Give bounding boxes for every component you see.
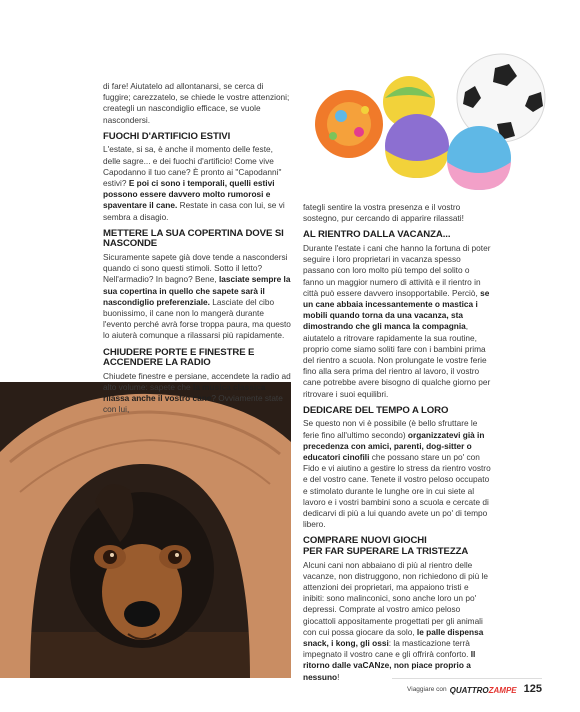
heading-fireworks: FUOCHI D'ARTIFICIO ESTIVI (103, 130, 231, 142)
page-footer (392, 681, 542, 697)
footer-label: Viaggiare con (407, 685, 447, 693)
footer-brand: QUATTROZAMPE (449, 686, 517, 695)
intro-paragraph: di fare! Aiutatelo ad allontanarsi, se cerca di fuggire; carezzatelo, se chiede le vostre attenzioni; creategli un nascondiglio efficace, se vuole nascondersi. (103, 81, 290, 125)
left-column (103, 81, 291, 416)
balls-photo (297, 46, 559, 198)
blue-ball (447, 126, 511, 190)
paragraph-new-toys: Alcuni cani non abbaiano di più al rientro delle vacanze, non distruggono, non richiedono di più le attenzioni dei proprietari, ma appaiono tristi e inibiti: sono malinconici, sono anche loro un po' depressi. Comprate al vostro amico peloso giocattoli appositamente progettati per gli animali con cui possa giocare da solo, le palle dispensa snack, i kong, gli ossi: la masticazione terrà impegnato il vostro cane e gli offrirà conforto. Il ritorno dalle vaCANze, non piace proprio a nessuno! (303, 559, 488, 682)
continued-paragraph: fategli sentire la vostra presenza e il vostro sostegno, pur cercando di apparire rilassati! (303, 202, 464, 224)
heading-new-toys: COMPRARE NUOVI GIOCHI PER FAR SUPERARE LA TRISTEZZA (303, 535, 469, 558)
paragraph-return: Durante l'estate i cani che hanno la fortuna di poter seguire i loro proprietari in vacanza spesso passano con loro molto più tempo del solito o fanno un maggior numero di attività e il rientro in città può essere davvero insopportabile. Perciò, se un cane abbaia incessantemente o mastica i mobili quando torna da una vacanza, sta dimostrando che gli manca la compagnia, aiutatelo a ritrovare rapidamente la sua routine, proprio come siamo soliti fare con i bambini prima del rientro a scuola. Non prolungate le vostre ferie fino alla sera prima del rientro al lavoro, il vostro cane potrebbe avere bisogno di qualche giorno per ritrovare i suoi equilibri. (303, 243, 491, 399)
page-number: 125 (523, 683, 542, 695)
paragraph-dedicate-time: Se questo non vi è possibile (è bello sfruttare le ferie fino all'ultimo secondo) organizzatevi già in precedenza con amici, parenti, dog-sitter o educatori cinofili che possano stare un po' con Fido e vi aiutino a gestire lo stress da rientro vostro e del vostro cane. Tenete il vostro peloso occupato e stimolato durante le lunghe ore in cui siete al lavoro e i vostri bambini sono a scuola e cercate di dedicarvi di più a lui quando avete un po' di tempo libero. (303, 418, 491, 530)
heading-dedicate-time: DEDICARE DEL TEMPO A LORO (303, 404, 449, 416)
heading-blanket: METTERE LA SUA COPERTINA DOVE SI NASCONDE (103, 227, 284, 250)
dog-under-blanket-photo (0, 382, 291, 678)
footer-rule (392, 678, 542, 679)
right-column (303, 202, 491, 683)
spiky-ball (315, 90, 383, 158)
heading-close-windows: CHIUDERE PORTE E FINESTRE E ACCENDERE LA RADIO (103, 346, 255, 369)
paragraph-close-windows: Chiudete finestre e persiane, accendete la radio ad alto volume: sapete che la musica classica rilassa anche il vostro cane? Ovviamente state con lui, (103, 370, 291, 415)
paragraph-fireworks: L'estate, si sa, è anche il momento delle feste, delle sagre... e dei fuochi d'artificio! Come vive Capodanno il tuo cane? È pronto ai "Capodanni" estivi? E poi ci sono i temporali, quelli estivi possono essere davvero molto rumorosi e spaventare il cane. Restate in casa con lui, se vi sembra a disagio. (103, 144, 285, 222)
purple-ball (385, 114, 449, 178)
heading-return: AL RIENTRO DALLA VACANZA... (303, 229, 451, 241)
paragraph-blanket: Sicuramente sapete già dove tende a nascondersi quando ci sono questi stimoli. Sotto il letto? Nell'armadio? In bagno? Bene, lasciate sempre la sua copertina in quello che sapete sarà il nascondiglio preferenziale. Lasciate del cibo buonissimo, il cane non lo mangerà durante l'evento perché avrà forse troppa paura, ma questo lo aiuterà comunque a rilassarsi più rapidamente. (103, 252, 291, 341)
